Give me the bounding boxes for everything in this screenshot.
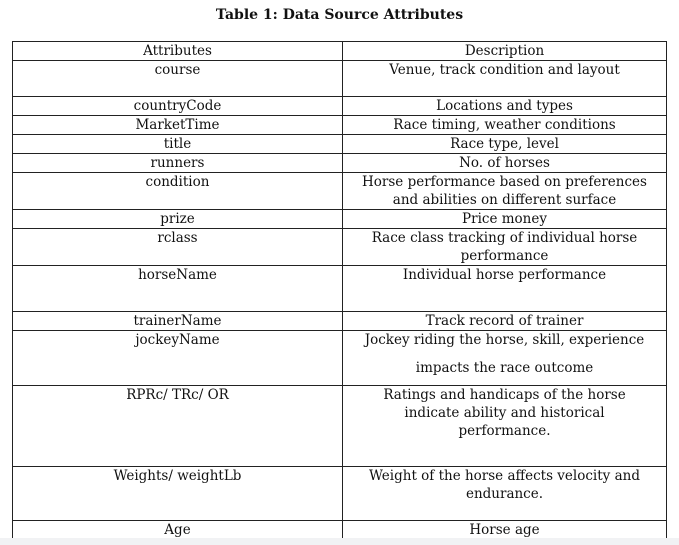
- attribute-cell: course: [13, 61, 343, 97]
- data-source-attributes-table: [12, 41, 667, 543]
- table-row: [13, 331, 667, 386]
- attribute-cell: trainerName: [13, 312, 343, 331]
- description-cell: Price money: [343, 210, 667, 229]
- description-line: impacts the race outcome: [415, 360, 594, 376]
- description-cell: Locations and types: [343, 97, 667, 116]
- table-row: [13, 266, 667, 312]
- description-line: and abilities on different surface: [392, 192, 617, 208]
- table-row: [13, 386, 667, 467]
- table-row: [13, 173, 667, 210]
- table-row: [13, 97, 667, 116]
- description-line: Weight of the horse affects velocity and: [369, 468, 640, 484]
- attribute-cell: jockeyName: [13, 331, 343, 386]
- description-line: indicate ability and historical: [404, 405, 605, 421]
- description-line: Ratings and handicaps of the horse: [383, 387, 626, 403]
- description-cell: [343, 386, 667, 467]
- description-line: endurance.: [465, 486, 544, 502]
- description-cell: Track record of trainer: [343, 312, 667, 331]
- description-cell: Venue, track condition and layout: [343, 61, 667, 97]
- header-description: Description: [343, 42, 667, 61]
- table-row: [13, 467, 667, 521]
- attribute-cell: condition: [13, 173, 343, 210]
- table-row: [13, 210, 667, 229]
- description-line: Race class tracking of individual horse: [371, 230, 638, 246]
- attribute-cell: countryCode: [13, 97, 343, 116]
- description-cell: Individual horse performance: [343, 266, 667, 312]
- description-line: Horse performance based on preferences: [362, 174, 647, 190]
- header-attributes: Attributes: [13, 42, 343, 61]
- attribute-cell: rclass: [13, 229, 343, 266]
- attribute-cell: MarketTime: [13, 116, 343, 135]
- description-cell: Horse age: [343, 521, 667, 543]
- description-cell: [343, 331, 667, 386]
- description-cell: No. of horses: [343, 154, 667, 173]
- description-cell: [343, 229, 667, 266]
- attribute-cell: prize: [13, 210, 343, 229]
- description-line: Jockey riding the horse, skill, experience: [364, 332, 645, 348]
- table-row: [13, 135, 667, 154]
- description-cell: [343, 173, 667, 210]
- description-line: performance: [460, 248, 549, 264]
- attribute-cell: horseName: [13, 266, 343, 312]
- table-row: [13, 312, 667, 331]
- attribute-cell: Age: [13, 521, 343, 543]
- table-title: Table 1: Data Source Attributes: [215, 7, 464, 23]
- table-row: [13, 154, 667, 173]
- description-line: performance.: [458, 423, 551, 439]
- attribute-cell: RPRc/ TRc/ OR: [13, 386, 343, 467]
- description-cell: [343, 467, 667, 521]
- table-row: [13, 61, 667, 97]
- bottom-edge-strip: [0, 538, 679, 545]
- attribute-cell: runners: [13, 154, 343, 173]
- attribute-cell: Weights/ weightLb: [13, 467, 343, 521]
- table-header-row: [13, 42, 667, 61]
- description-cell: Race timing, weather conditions: [343, 116, 667, 135]
- description-cell: Race type, level: [343, 135, 667, 154]
- table-row: [13, 229, 667, 266]
- table-row: [13, 116, 667, 135]
- attribute-cell: title: [13, 135, 343, 154]
